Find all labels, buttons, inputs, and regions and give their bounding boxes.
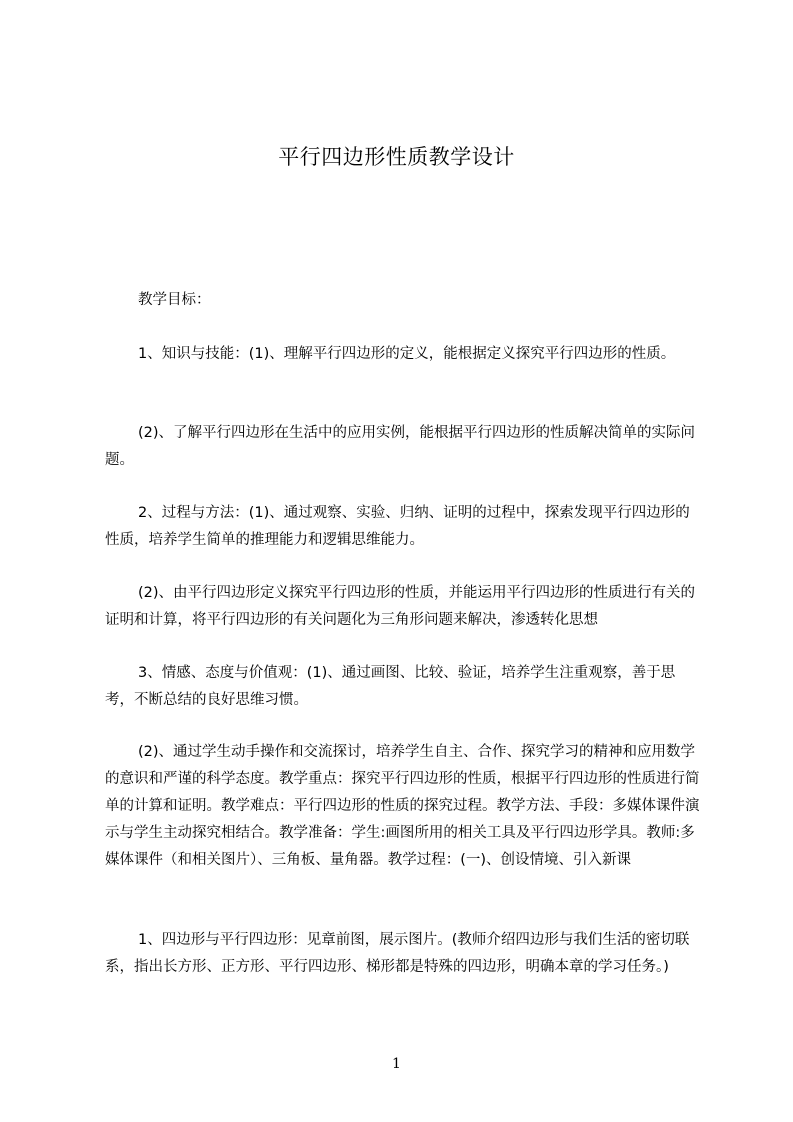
paragraph-objectives-heading: 教学目标： xyxy=(138,292,211,308)
paragraph-emotion-attitude-2: (2)、通过学生动手操作和交流探讨，培养学生自主、合作、探究学习的精神和应用数学的意识和严谨的科学态度。教学重点：探究平行四边形的性质，根据平行四边形的性质进行简单的计算和证明。教学难点：平行四边形的性质的探究过程。教学方法、手段：多媒体课件演示与学生主动探究相结合。教学准备：学生:画图所用的相关工具及平行四边形学具。教师:多媒体课件（和相关图片）、三角板、量角器。教学过程：(一)、创设情境、引入新课 xyxy=(105,744,700,868)
paragraph-knowledge-skills-2: (2)、了解平行四边形在生活中的应用实例，能根据平行四边形的性质解决简单的实际问题。 xyxy=(105,425,696,468)
page-number: 1 xyxy=(392,1056,401,1072)
document-title: 平行四边形性质教学设计 xyxy=(278,145,515,169)
paragraph-emotion-attitude-1: 3、情感、态度与价值观：(1)、通过画图、比较、验证，培养学生注重观察，善于思考，不断总结的良好思维习惯。 xyxy=(105,665,676,708)
paragraph-process-methods-2: (2)、由平行四边形定义探究平行四边形的性质，并能运用平行四边形的性质进行有关的证明和计算，将平行四边形的有关问题化为三角形问题来解决，渗透转化思想 xyxy=(105,585,696,628)
paragraph-process-methods-1: 2、过程与方法：(1)、通过观察、实验、归纳、证明的过程中，探索发现平行四边形的性质，培养学生简单的推理能力和逻辑思维能力。 xyxy=(105,505,690,548)
paragraph-knowledge-skills-1: 1、知识与技能：(1)、理解平行四边形的定义，能根据定义探究平行四边形的性质。 xyxy=(138,346,676,362)
paragraph-quadrilateral-intro: 1、四边形与平行四边形：见章前图，展示图片。(教师介绍四边形与我们生活的密切联系，指出长方形、正方形、平行四边形、梯形都是特殊的四边形，明确本章的学习任务。) xyxy=(105,932,690,975)
